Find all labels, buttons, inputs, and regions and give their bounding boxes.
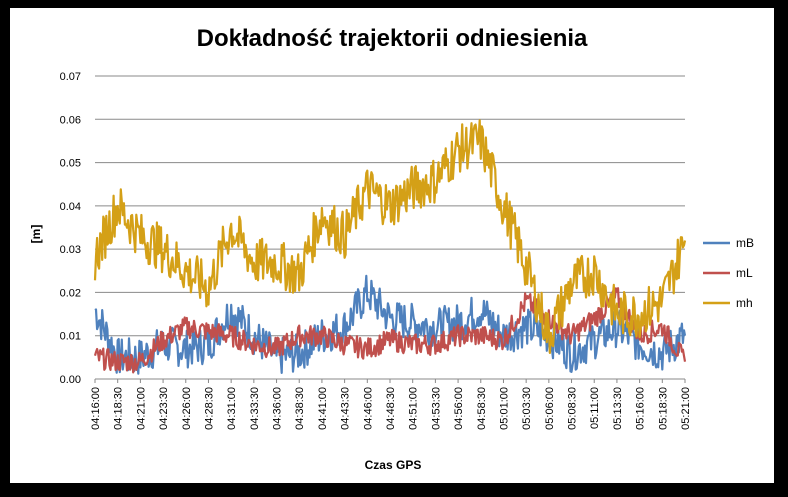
y-tick-label: 0.02 bbox=[59, 287, 81, 300]
x-tick-label: 04:58:30 bbox=[475, 387, 488, 430]
x-tick-label: 04:33:30 bbox=[248, 387, 261, 430]
x-tick-label: 04:53:30 bbox=[430, 387, 443, 430]
x-tick-label: 04:51:00 bbox=[407, 387, 420, 430]
x-tick-label: 04:43:30 bbox=[339, 387, 352, 430]
x-tick-label: 05:03:30 bbox=[521, 387, 534, 430]
y-tick-label: 0.06 bbox=[59, 114, 81, 127]
x-tick-label: 05:21:00 bbox=[680, 387, 692, 430]
x-tick-label: 05:11:00 bbox=[589, 387, 602, 430]
x-tick-label: 04:46:00 bbox=[362, 387, 375, 430]
legend-mL-label: mL bbox=[736, 266, 753, 280]
y-tick-label: 0.04 bbox=[59, 200, 81, 213]
legend bbox=[703, 236, 754, 310]
y-axis-label: [m] bbox=[29, 224, 43, 244]
legend-mh-label: mh bbox=[736, 296, 753, 310]
x-tick-label: 04:31:00 bbox=[226, 387, 239, 430]
x-tick-label: 04:48:30 bbox=[385, 387, 397, 430]
x-tick-label: 04:36:00 bbox=[271, 387, 284, 430]
x-tick-label: 05:06:00 bbox=[543, 387, 556, 430]
y-tick-label: 0.01 bbox=[59, 330, 81, 343]
x-tick-label: 04:41:00 bbox=[316, 387, 329, 430]
chart-svg bbox=[10, 8, 774, 483]
legend-mB-label: mB bbox=[736, 236, 754, 250]
x-tick-label: 05:18:30 bbox=[657, 387, 670, 430]
y-tick-label: 0.07 bbox=[59, 71, 81, 83]
series-mL-line bbox=[95, 288, 685, 372]
x-tick-label: 04:21:00 bbox=[135, 387, 148, 430]
x-tick-label: 04:23:30 bbox=[158, 387, 171, 430]
chart-panel bbox=[10, 8, 774, 483]
y-tick-label: 0.00 bbox=[59, 374, 81, 386]
chart-title: Dokładność trajektorii odniesienia bbox=[196, 25, 588, 52]
x-tick-label: 04:38:30 bbox=[294, 387, 307, 430]
x-tick-label: 04:56:00 bbox=[453, 387, 466, 430]
x-tick-label: 05:16:00 bbox=[634, 387, 647, 430]
x-tick-label: 05:08:30 bbox=[566, 387, 579, 430]
y-axis-ticks bbox=[60, 71, 81, 386]
x-tick-label: 05:01:00 bbox=[498, 387, 511, 430]
x-tick-label: 04:28:30 bbox=[203, 387, 216, 430]
x-tick-label: 04:16:00 bbox=[90, 387, 102, 430]
x-axis-label: Czas GPS bbox=[364, 458, 422, 472]
x-tick-label: 04:26:00 bbox=[180, 387, 193, 430]
y-tick-label: 0.03 bbox=[59, 244, 81, 257]
x-tick-label: 04:18:30 bbox=[112, 387, 125, 430]
y-tick-label: 0.05 bbox=[59, 157, 81, 170]
x-axis-ticks bbox=[90, 379, 692, 430]
x-tick-label: 05:13:30 bbox=[611, 387, 624, 430]
